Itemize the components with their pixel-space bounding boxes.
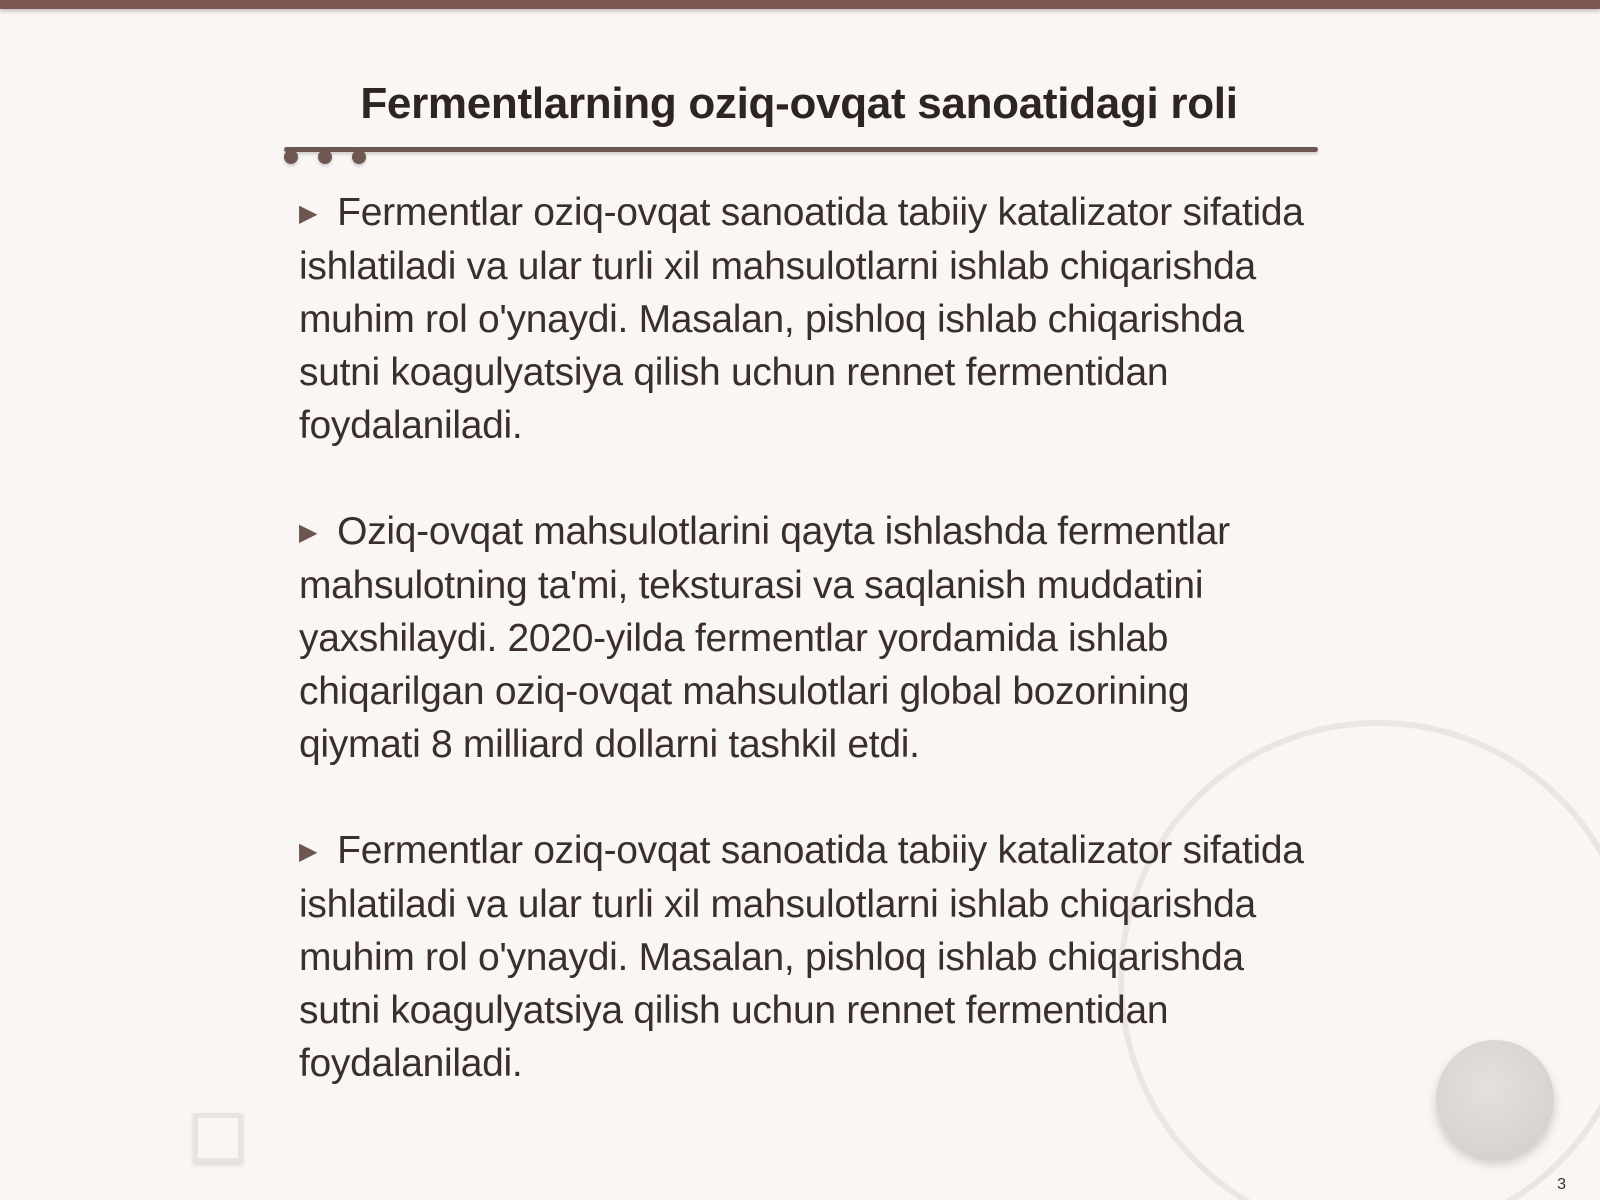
decorative-square	[193, 1113, 243, 1163]
triangle-bullet-icon: ▶	[299, 200, 318, 227]
triangle-bullet-icon: ▶	[299, 519, 318, 546]
decorative-dot	[352, 150, 366, 164]
bullet-item	[299, 505, 1309, 771]
bullet-list	[299, 186, 1309, 1143]
top-accent-bar	[0, 0, 1600, 9]
decorative-dot	[318, 150, 332, 164]
bullet-text: Oziq-ovqat mahsulotlarini qayta ishlashda fermentlar mahsulotning ta'mi, teksturasi va saqlanish muddatini yaxshilaydi. 2020-yilda fermentlar yordamida ishlab chiqarilgan oziq-ovqat mahsulotlari global bozorining qiymati 8 milliard dollarni tashkil etdi.	[299, 510, 1230, 766]
bullet-text: Fermentlar oziq-ovqat sanoatida tabiiy katalizator sifatida ishlatiladi va ular turli xil mahsulotlarni ishlab chiqarishda muhim rol o'ynaydi. Masalan, pishloq ishlab chiqarishda sutni koagulyatsiya qilish uchun rennet fermentidan foydalaniladi.	[299, 191, 1304, 447]
bullet-item	[299, 186, 1309, 452]
triangle-bullet-icon: ▶	[299, 838, 318, 865]
bullet-text: Fermentlar oziq-ovqat sanoatida tabiiy katalizator sifatida ishlatiladi va ular turli xil mahsulotlarni ishlab chiqarishda muhim rol o'ynaydi. Masalan, pishloq ishlab chiqarishda sutni koagulyatsiya qilish uchun rennet fermentidan foydalaniladi.	[299, 829, 1304, 1085]
decorative-dot	[284, 150, 298, 164]
decorative-circle	[1436, 1040, 1554, 1158]
title-underline	[284, 147, 1318, 152]
slide-title: Fermentlarning oziq-ovqat sanoatidagi roli	[360, 79, 1238, 128]
bullet-item	[299, 824, 1309, 1090]
page-number: 3	[1557, 1176, 1566, 1193]
